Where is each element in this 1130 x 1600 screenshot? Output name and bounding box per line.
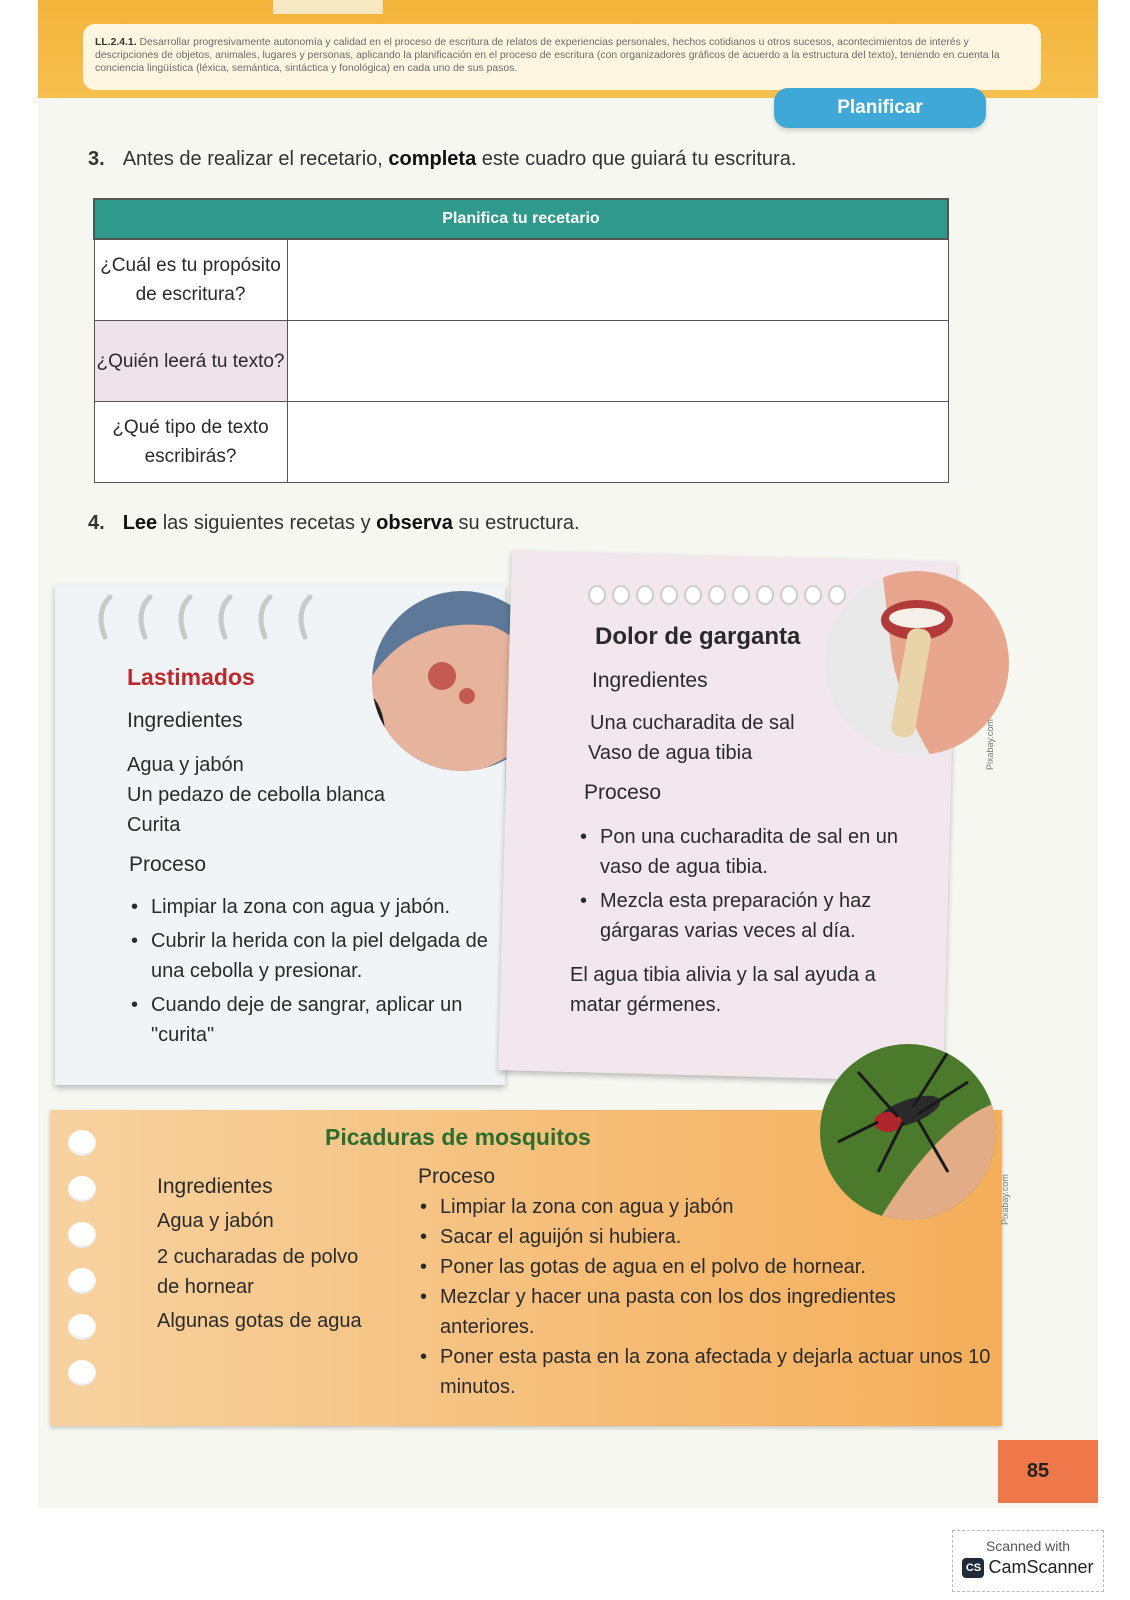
scanner-brand: CamScanner	[988, 1557, 1094, 1577]
notebook-holes	[588, 585, 846, 605]
recipe-lastimados-ingredients-label: Ingredientes	[127, 709, 243, 732]
plan-row-purpose-label: ¿Cuál es tu propósito de escritura?	[94, 239, 287, 321]
list-item: • Poner las gotas de agua en el polvo de hornear.	[416, 1252, 994, 1282]
page-number: 85	[998, 1440, 1098, 1503]
recipe-mosquitos-steps	[416, 1192, 994, 1402]
recipe-garganta-note: El agua tibia alivia y la sal ayuda a matar gérmenes.	[570, 964, 876, 1016]
question-4-number: 4.	[88, 512, 105, 534]
scanner-brand-row	[953, 1557, 1103, 1578]
recipe-garganta-steps	[576, 822, 936, 950]
plan-row-type-label: ¿Qué tipo de texto escribirás?	[94, 402, 287, 483]
question-4-text-2: las siguientes recetas y	[162, 512, 371, 534]
recipe-garganta-process-label: Proceso	[584, 781, 662, 804]
recipe-mosquitos-ingredients-label: Ingredientes	[157, 1175, 273, 1198]
objective-code: LL.2.4.1.	[95, 37, 137, 48]
band-notch	[273, 0, 383, 14]
recipe-garganta-ingredient-1: Una cucharadita de sal	[590, 712, 795, 734]
list-item: • Poner esta pasta en la zona afectada y dejarla actuar unos 10 minutos.	[416, 1342, 994, 1402]
list-item: • Cubrir la herida con la piel delgada de una cebolla y presionar.	[127, 926, 507, 986]
recipe-lastimados-ingredient-2: Un pedazo de cebolla blanca	[127, 784, 385, 806]
recipe-mosquitos-ingredient-3: Algunas gotas de agua	[157, 1310, 362, 1332]
objective-text: Desarrollar progresivamente autonomía y calidad en el proceso de escritura de relatos de experiencias personales, hechos cotidianos u otros sucesos, acontecimientos de interés y descripciones de objetos, animales, lugares y personas, aplicando la planificación en el proceso de escritura (con organizadores gráficos de acuerdo a la estructura del texto), teniendo en cuenta la conciencia lingüística (léxica, semántica, sintáctica y fonológica) en cada uno de sus pasos.	[95, 37, 1000, 74]
notebook-rings	[68, 1130, 96, 1406]
camscanner-logo-icon: CS	[962, 1558, 984, 1578]
list-item: • Cuando deje de sangrar, aplicar un "curita"	[127, 990, 507, 1050]
recipe-garganta-ingredients-label: Ingredientes	[592, 669, 708, 692]
plan-row-type-answer[interactable]	[287, 402, 948, 483]
top-band	[38, 0, 1098, 98]
question-3	[88, 148, 796, 171]
list-item: • Limpiar la zona con agua y jabón	[416, 1192, 994, 1222]
recipe-lastimados-steps	[127, 892, 507, 1054]
section-tag-planificar: Planificar	[774, 88, 986, 128]
recipe-mosquitos-ingredient-2: 2 cucharadas de polvo de hornear	[157, 1246, 359, 1298]
learning-objective	[83, 24, 1041, 90]
plan-table	[93, 198, 949, 483]
recipe-garganta-title: Dolor de garganta	[595, 623, 801, 650]
question-3-text-after: este cuadro que guiará tu escritura.	[481, 148, 797, 170]
recipe-lastimados-process-label: Proceso	[129, 853, 207, 876]
credit-garganta: Pixabay.com	[985, 719, 995, 770]
plan-row-reader-answer[interactable]	[287, 321, 948, 402]
plan-table-title: Planifica tu recetario	[94, 199, 948, 239]
credit-mosquitos: Pixabay.com	[1000, 1174, 1010, 1225]
sore-throat-image	[822, 568, 1012, 758]
recipe-mosquitos-process-label: Proceso	[418, 1165, 496, 1188]
notebook-hooks	[90, 592, 320, 642]
question-3-bold: completa	[388, 148, 477, 170]
question-4-bold-2: observa	[376, 512, 453, 534]
list-item: • Mezcla esta preparación y haz gárgaras varias veces al día.	[576, 886, 936, 946]
question-3-number: 3.	[88, 148, 105, 170]
scanner-line-1: Scanned with	[985, 1538, 1071, 1554]
recipe-garganta-ingredient-2: Vaso de agua tibia	[588, 742, 753, 764]
recipe-mosquitos-title: Picaduras de mosquitos	[325, 1124, 591, 1150]
list-item: • Limpiar la zona con agua y jabón.	[127, 892, 507, 922]
plan-row-reader-label: ¿Quién leerá tu texto?	[94, 321, 287, 402]
plan-row-purpose-answer[interactable]	[287, 239, 948, 321]
list-item: • Pon una cucharadita de sal en un vaso de agua tibia.	[576, 822, 936, 882]
recipe-lastimados-ingredient-1: Agua y jabón	[127, 754, 244, 776]
question-3-text-before: Antes de realizar el recetario,	[122, 148, 383, 170]
list-item: • Sacar el aguijón si hubiera.	[416, 1222, 994, 1252]
recipe-lastimados-ingredient-3: Curita	[127, 814, 181, 836]
question-4-bold-1: Lee	[122, 512, 158, 534]
question-4-text-3: su estructura.	[458, 512, 580, 534]
recipe-mosquitos-ingredient-1: Agua y jabón	[157, 1210, 274, 1232]
question-4	[88, 512, 580, 535]
recipe-lastimados-title: Lastimados	[127, 664, 255, 690]
scanner-watermark	[952, 1530, 1104, 1592]
list-item: • Mezclar y hacer una pasta con los dos ingredientes anteriores.	[416, 1282, 994, 1342]
